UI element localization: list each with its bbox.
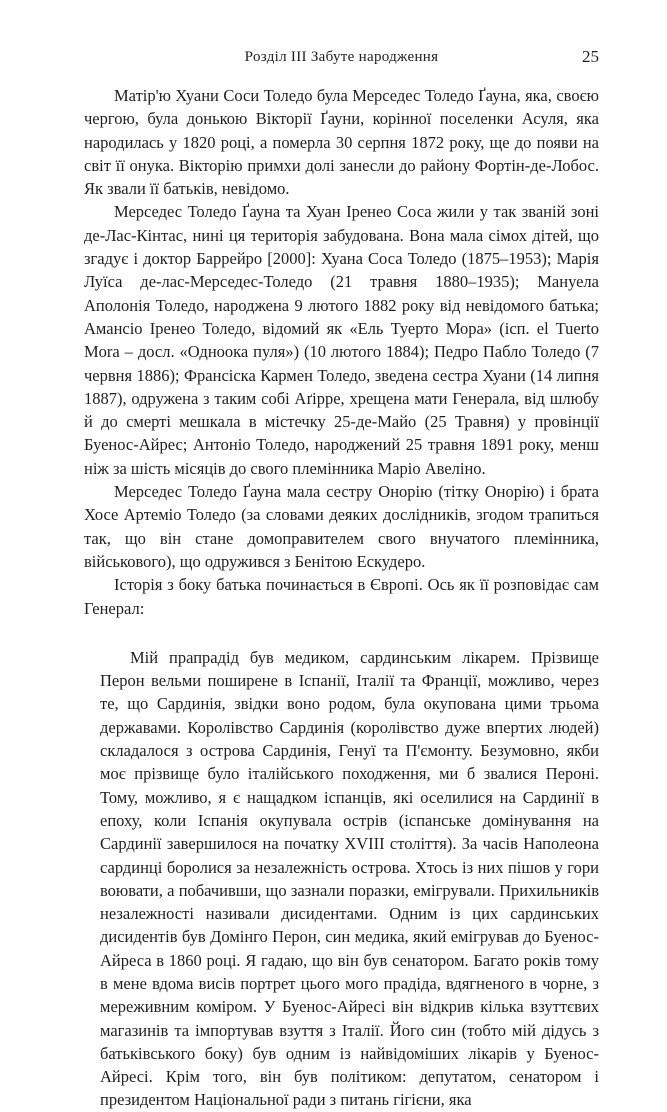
paragraph-father-side-intro: Історія з боку батька починається в Європі. Ось як її розповідає сам Генерал:	[84, 575, 599, 618]
paragraph-ancestry-mother: Матір'ю Хуани Соси Толедо була Мерседес Толедо Ґауна, яка, своєю чергою, була донькою Вікторії Ґауни, корінної поселенки Асуля, яка народилась у 1820 році, а померла 30 серпня 1872 року, ще до появи на світ її онука. Вікторію примхи долі занесли до району Фортін-де-Лобос. Як звали її батьків, невідомо.	[84, 86, 599, 199]
chapter-title: Розділ III Забуте народження	[244, 49, 439, 65]
paragraph-seven-children: Мерседес Толедо Ґауна та Хуан Іренео Соса жили у так званій зоні де-Лас-Кінтас, нині ця територія забудована. Вона мала сімох дітей, що згадує і доктор Баррейро [2000]: Хуана Соса Толедо (1875–1953); Марія Луїса де-лас-Мерседес-Толедо (21 травня 1880–1935); Мануела Аполонія Толедо, народжена 9 лютого 1882 року від невідомого батька; Амансіо Іренео Толедо, відомий як «Ель Туерто Мора» (ісп. el Tuerto Mora – досл. «Одноока пуля») (10 лютого 1884); Педро Пабло Толедо (7 червня 1886); Франсіска Кармен Толедо, зведена сестра Хуани (14 липня 1887), одружена з таким собі Аґірре, хрещена мати Генерала, від шлюбу й до смерті мешкала в містечку 25-де-Майо (25 Травня) у провінції Буенос-Айрес; Антоніо Толедо, народжений 25 травня 1891 року, менш ніж за шість місяців до свого племінника Маріо Авеліно.	[84, 202, 599, 478]
paragraph-siblings: Мерседес Толедо Ґауна мала сестру Онорію (тітку Онорію) і брата Хосе Артеміо Толедо (за словами деяких дослідників, згодом трапиться так, що він стане домоправителем свого внучатого племінника, військового), що одружився з Бенітою Ескудеро.	[84, 482, 599, 571]
block-quote: Мій прапрадід був медиком, сардинським лікарем. Прізвище Перон вельми поширене в Іспанії, Італії та Франції, можливо, через те, що Сардинія, звідки воно родом, була окупована цими трьома державами. Королівство Сардинія (королівство дуже впертих людей) складалося з острова Сардинія, Генуї та П'ємонту. Безумовно, якби моє прізвище було італійського походження, ми б звалися Пероні. Тому, можливо, я є нащадком іспанців, які оселилися на Сардинії в епоху, коли Іспанія окупувала острів (іспанське домінування на Сардинії завершилося на початку XVIII століття). За часів Наполеона сардинці боролися за незалежність острова. Хтось із них пішов у гори воювати, а побачивши, що зазнали поразки, емігрували. Прихильників незалежності називали дисидентами. Одним із цих сардинських дисидентів був Домінго Перон, син медика, який емігрував до Буенос-Айреса в 1860 році. Я гадаю, що він був сенатором. Багато років тому в мене вдома висів портрет цього мого прадіда, вдягненого в чорне, з мереживним коміром. У Буенос-Айресі він відкрив кілька взуттєвих магазинів та імпортував взуття з Італії. Його син (тобто мій дідусь з батьківського боку) був одним із найвідоміших лікарів у Буенос-Айресі. Крім того, він був політиком: депутатом, сенатором і президентом Національної ради з питань гігієни, яка	[100, 647, 599, 1110]
page-number: 25	[582, 47, 599, 66]
body-text	[84, 84, 599, 1112]
running-header	[84, 46, 599, 68]
